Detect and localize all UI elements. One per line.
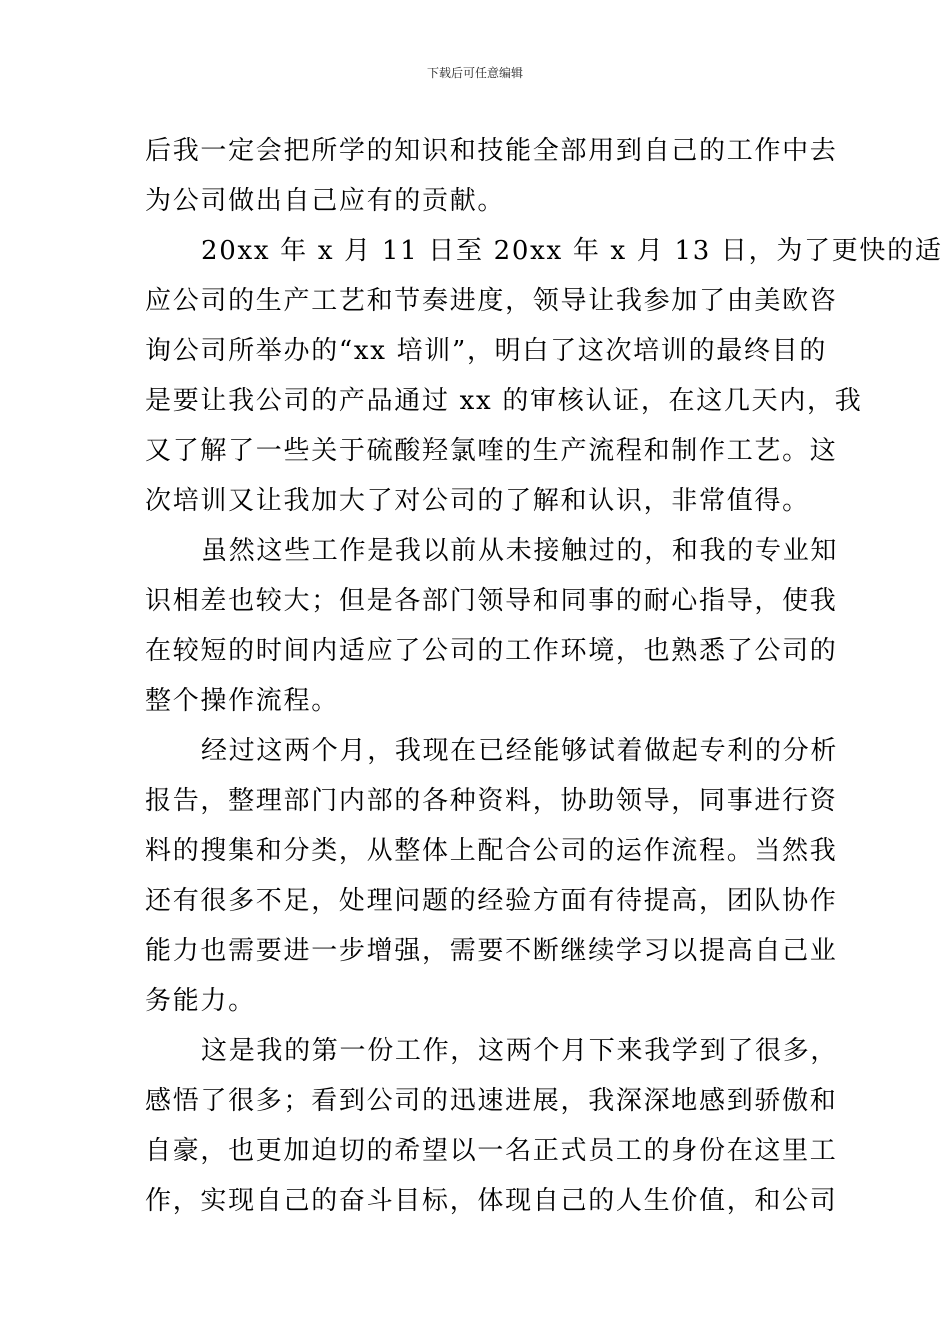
text-line: 这是我的第一份工作，这两个月下来我学到了很多， bbox=[201, 1036, 839, 1066]
document-body bbox=[145, 126, 943, 1226]
text-line: 能力也需要进一步增强，需要不断继续学习以提高自己业 bbox=[145, 936, 838, 966]
page-header: 下载后可任意编辑 bbox=[426, 66, 523, 80]
text-line: 虽然这些工作是我以前从未接触过的，和我的专业知 bbox=[201, 536, 839, 566]
text-line: 务能力。 bbox=[145, 986, 256, 1016]
text-line: 报告，整理部门内部的各种资料，协助领导，同事进行资 bbox=[145, 786, 838, 816]
text-line: 是要让我公司的产品通过 xx 的审核认证，在这几天内，我 bbox=[145, 386, 863, 416]
text-line: 整个操作流程。 bbox=[145, 686, 339, 716]
text-line: 为公司做出自己应有的贡献。 bbox=[145, 186, 506, 216]
text-line: 料的搜集和分类，从整体上配合公司的运作流程。当然我 bbox=[145, 836, 838, 866]
text-line: 询公司所举办的“xx 培训”，明白了这次培训的最终目的 bbox=[145, 336, 828, 366]
text-line: 在较短的时间内适应了公司的工作环境，也熟悉了公司的 bbox=[145, 636, 838, 666]
text-line: 20xx 年 x 月 11 日至 20xx 年 x 月 13 日，为了更快的适 bbox=[201, 236, 943, 266]
text-line: 识相差也较大；但是各部门领导和同事的耐心指导，使我 bbox=[145, 586, 838, 616]
text-line: 感悟了很多；看到公司的迅速进展，我深深地感到骄傲和 bbox=[145, 1086, 838, 1116]
text-line: 经过这两个月，我现在已经能够试着做起专利的分析 bbox=[201, 736, 839, 766]
text-line: 又了解了一些关于硫酸羟氯喹的生产流程和制作工艺。这 bbox=[145, 436, 838, 466]
text-line: 应公司的生产工艺和节奏进度，领导让我参加了由美欧咨 bbox=[145, 286, 838, 316]
text-line: 作，实现自己的奋斗目标，体现自己的人生价值，和公司 bbox=[145, 1186, 838, 1216]
text-line: 还有很多不足，处理问题的经验方面有待提高，团队协作 bbox=[145, 886, 838, 916]
text-line: 次培训又让我加大了对公司的了解和认识，非常值得。 bbox=[145, 486, 810, 516]
text-line: 自豪，也更加迫切的希望以一名正式员工的身份在这里工 bbox=[145, 1136, 838, 1166]
text-line: 后我一定会把所学的知识和技能全部用到自己的工作中去 bbox=[145, 136, 838, 166]
